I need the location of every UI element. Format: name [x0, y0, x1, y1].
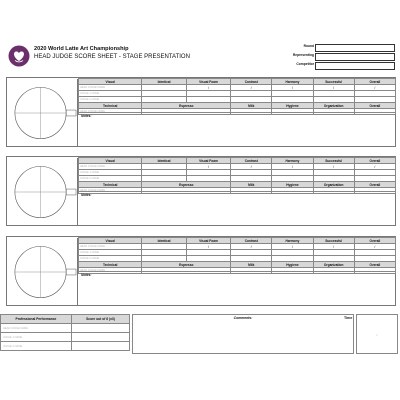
competitor-row [240, 61, 400, 71]
wlac-logo-icon [8, 45, 30, 67]
notes-label: Notes: [81, 114, 92, 118]
col-hygiene: Hygiene [272, 262, 313, 268]
notes-box[interactable] [79, 191, 396, 226]
judge-name: JUDGE 1 NAME [79, 91, 142, 97]
score-cell[interactable]: / [186, 244, 230, 250]
score-cell[interactable]: / [186, 164, 230, 170]
score-cell[interactable]: / [354, 85, 395, 91]
score-cell[interactable]: / [313, 164, 354, 170]
col-technical: Technical [79, 103, 142, 109]
judge-name: JUDGE 2 NAME [79, 176, 142, 182]
col-milk: Milk [231, 103, 272, 109]
time-field[interactable] [356, 314, 398, 354]
score-cell[interactable]: / [231, 164, 272, 170]
notes-label: Notes: [81, 193, 92, 197]
col-harmony: Harmony [272, 158, 313, 164]
competitor-field[interactable] [315, 62, 395, 70]
judge-name: HEAD JUDGE NAME [79, 188, 142, 194]
col-organization: Organization [313, 103, 354, 109]
col-contrast: Contrast [231, 158, 272, 164]
perf-score-cell[interactable] [71, 324, 129, 333]
score-cell[interactable]: / [231, 85, 272, 91]
competitor-label: Competitor [296, 62, 314, 66]
col-professional-performance: Professional Performance [1, 315, 72, 324]
beverage-section-2 [6, 156, 396, 226]
judge-name: JUDGE 2 NAME [1, 342, 72, 351]
col-visual-foam: Visual Foam [186, 238, 230, 244]
judge-name: JUDGE 2 NAME [79, 97, 142, 103]
col-visual: Visual [79, 238, 142, 244]
judge-name: HEAD JUDGE NAME [79, 164, 142, 170]
score-table [78, 78, 396, 115]
col-overall: Overall [354, 238, 395, 244]
col-harmony: Harmony [272, 79, 313, 85]
col-contrast: Contrast [231, 238, 272, 244]
professional-performance-table [0, 314, 130, 351]
perf-score-cell[interactable] [71, 342, 129, 351]
notes-box[interactable] [79, 112, 396, 147]
comments-box[interactable] [132, 314, 354, 354]
judge-name: JUDGE 1 NAME [79, 170, 142, 176]
bottom-section [0, 314, 400, 358]
col-milk: Milk [231, 182, 272, 188]
cup-orientation-diagram [8, 158, 78, 226]
score-cell[interactable]: / [272, 164, 313, 170]
col-overall: Overall [354, 158, 395, 164]
col-technical: Technical [79, 262, 142, 268]
judge-name: JUDGE 1 NAME [1, 333, 72, 342]
representing-field[interactable] [315, 53, 395, 61]
col-overall: Overall [354, 79, 395, 85]
score-cell[interactable]: / [354, 164, 395, 170]
col-successful: Successful [313, 158, 354, 164]
score-table [78, 157, 396, 194]
beverage-section-1 [6, 77, 396, 147]
cup-orientation-diagram [8, 79, 78, 147]
score-cell[interactable]: / [272, 244, 313, 250]
col-identical: Identical [142, 79, 186, 85]
col-identical: Identical [142, 238, 186, 244]
round-label: Round [303, 44, 314, 48]
col-hygiene: Hygiene [272, 103, 313, 109]
score-table [78, 237, 396, 274]
perf-row [1, 342, 130, 351]
col-successful: Successful [313, 238, 354, 244]
score-cell[interactable]: / [313, 85, 354, 91]
col-visual-foam: Visual Foam [186, 79, 230, 85]
representing-label: Representing [292, 53, 314, 57]
col-visual: Visual [79, 158, 142, 164]
judge-name: HEAD JUDGE NAME [79, 109, 142, 115]
col-espresso: Espresso [142, 103, 231, 109]
col-organization: Organization [313, 262, 354, 268]
comments-label: Comments: [233, 316, 253, 320]
col-visual-foam: Visual Foam [186, 158, 230, 164]
col-espresso: Espresso [142, 182, 231, 188]
col-overall-technical: Overall [354, 103, 395, 109]
score-cell[interactable]: / [313, 244, 354, 250]
round-field[interactable] [315, 44, 395, 52]
time-value: : [376, 333, 378, 337]
col-overall-technical: Overall [354, 262, 395, 268]
judge-name: HEAD JUDGE NAME [79, 268, 142, 274]
perf-row [1, 324, 130, 333]
col-contrast: Contrast [231, 79, 272, 85]
score-cell[interactable]: / [186, 85, 230, 91]
beverage-section-3 [6, 236, 396, 306]
col-score-out-of-6: Score out of 6 (x3) [71, 315, 129, 324]
score-cell[interactable]: / [354, 244, 395, 250]
cup-orientation-diagram [8, 238, 78, 306]
notes-box[interactable] [79, 271, 396, 306]
col-visual: Visual [79, 79, 142, 85]
sheet-title: 2020 World Latte Art Championship [34, 46, 129, 52]
col-espresso: Espresso [142, 262, 231, 268]
judge-name: HEAD JUDGE NAME [79, 244, 142, 250]
sheet-subtitle: HEAD JUDGE SCORE SHEET - STAGE PRESENTATION [34, 54, 190, 60]
col-hygiene: Hygiene [272, 182, 313, 188]
col-identical: Identical [142, 158, 186, 164]
judge-name: JUDGE 1 NAME [79, 250, 142, 256]
col-milk: Milk [231, 262, 272, 268]
perf-row [1, 333, 130, 342]
judge-name: JUDGE 2 NAME [79, 256, 142, 262]
col-overall-technical: Overall [354, 182, 395, 188]
score-cell[interactable]: / [272, 85, 313, 91]
col-harmony: Harmony [272, 238, 313, 244]
score-cell[interactable]: / [231, 244, 272, 250]
col-organization: Organization [313, 182, 354, 188]
notes-label: Notes: [81, 273, 92, 277]
col-successful: Successful [313, 79, 354, 85]
judge-name: HEAD JUDGE NAME [79, 85, 142, 91]
judge-name: HEAD JUDGE NAME [1, 324, 72, 333]
col-technical: Technical [79, 182, 142, 188]
time-label: Time [344, 316, 353, 320]
perf-score-cell[interactable] [71, 333, 129, 342]
